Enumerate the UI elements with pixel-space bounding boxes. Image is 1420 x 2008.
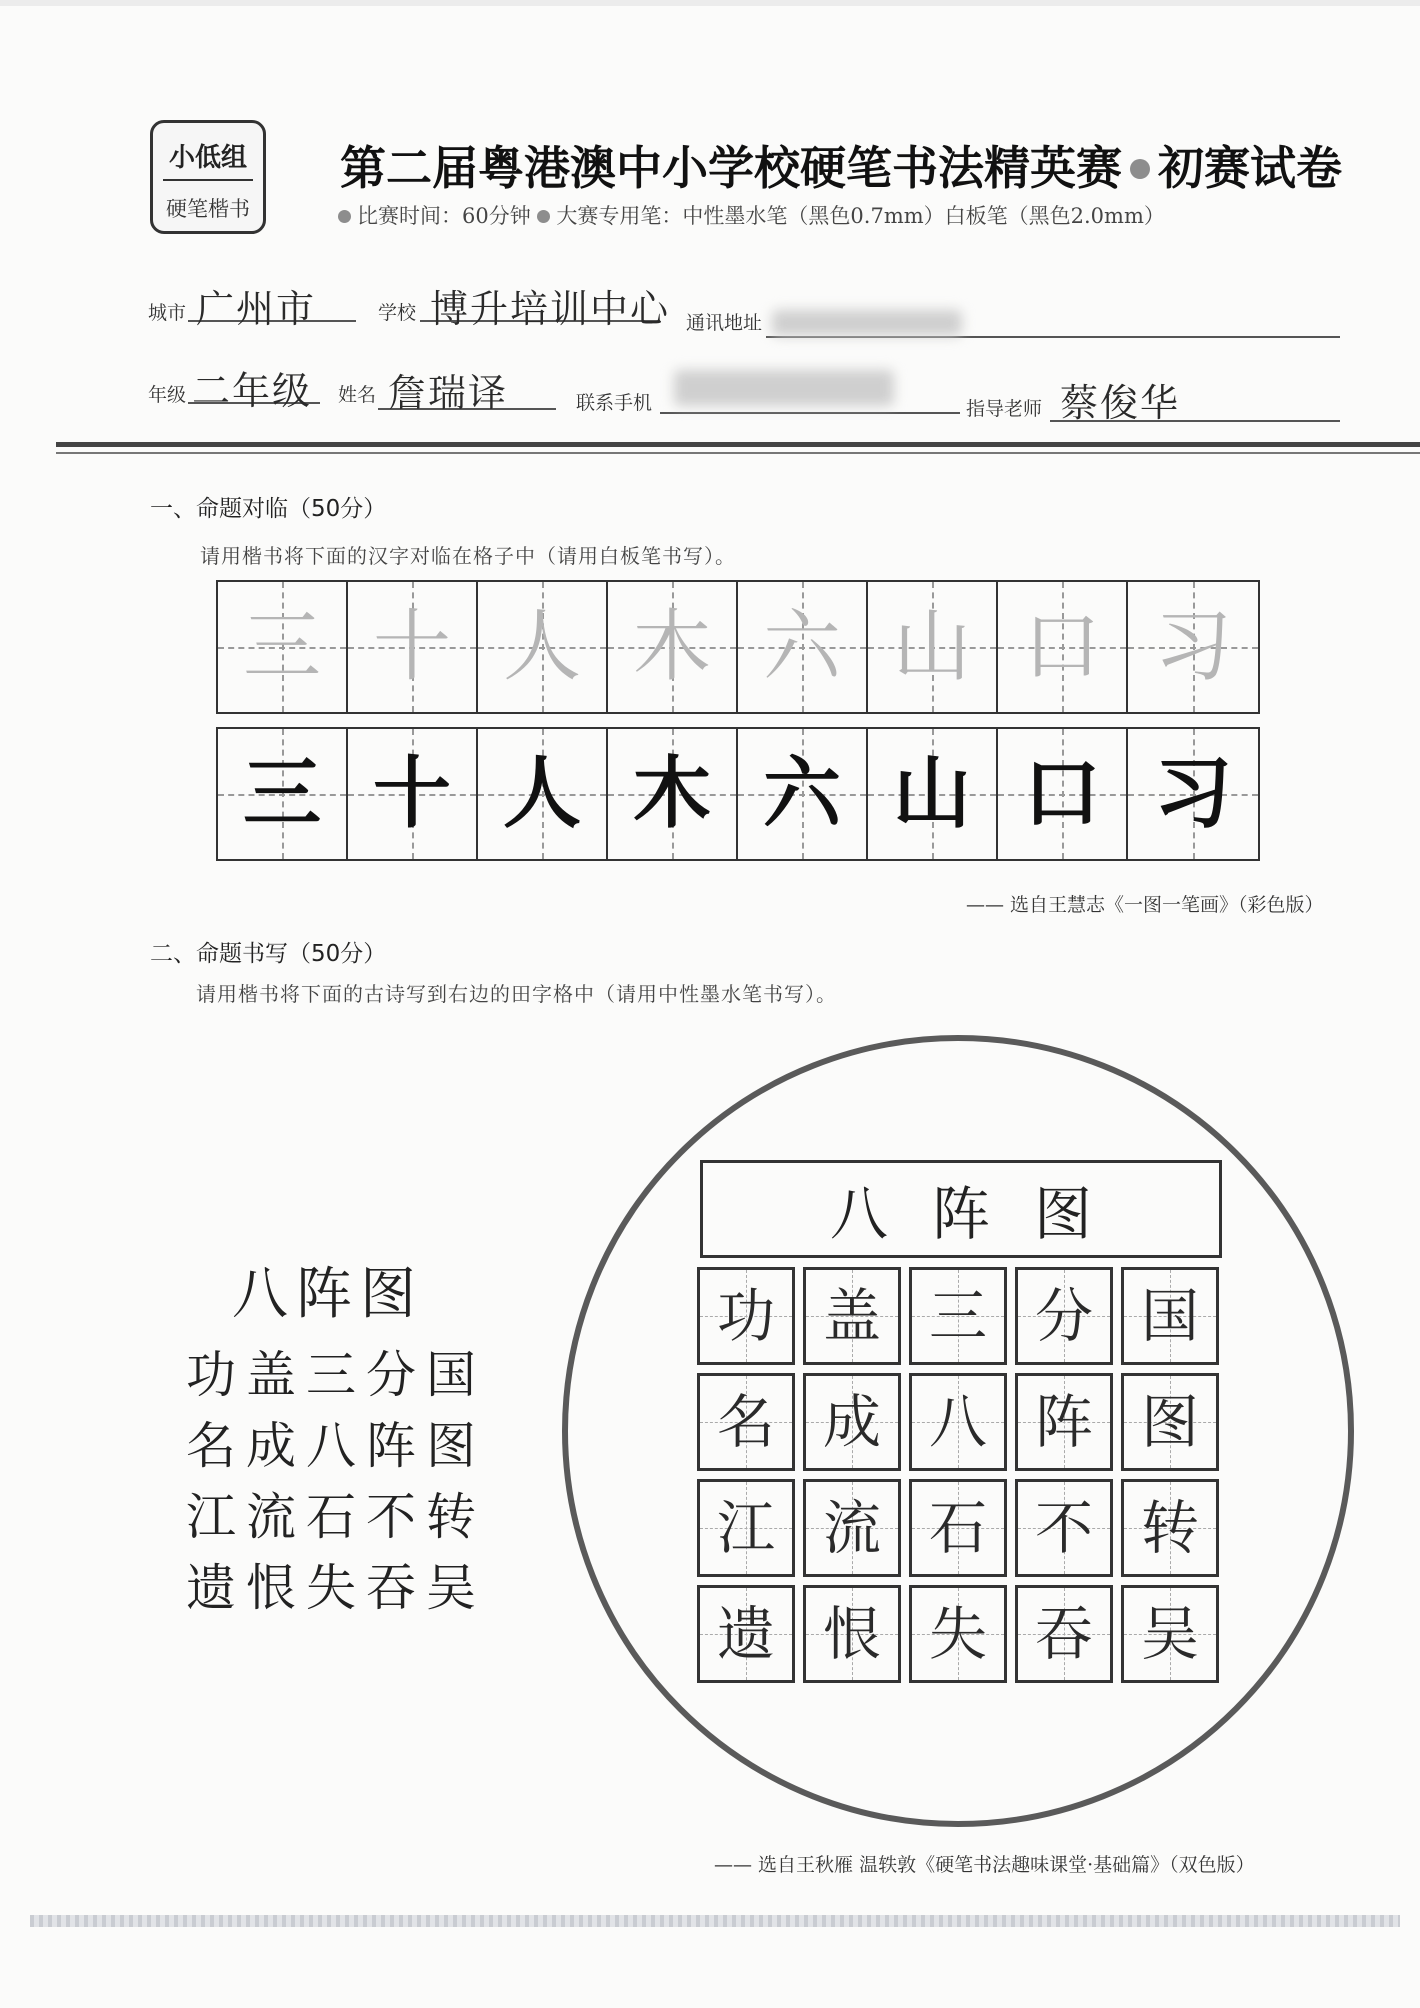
practice-cell: [697, 1479, 795, 1577]
address-underline: [766, 336, 1340, 338]
city-label: 城市: [148, 302, 187, 324]
written-char: 人: [502, 749, 581, 839]
badge-divider: [163, 179, 253, 181]
section1-instruction: 请用楷书将下面的汉字对临在格子中（请用白板笔书写）。: [200, 544, 736, 568]
phone-label: 联系手机: [576, 392, 653, 414]
written-cell: [868, 729, 998, 859]
poem-line: 名成八阵图: [186, 1417, 486, 1475]
practice-cell: [1015, 1373, 1113, 1471]
practice-char: 三: [928, 1282, 987, 1350]
practice-char: 吞: [1034, 1600, 1093, 1668]
header-divider: [56, 442, 1420, 447]
practice-grid: [697, 1267, 1219, 1683]
model-cell: [218, 582, 348, 712]
poem-line: 遗恨失吞吴: [186, 1559, 486, 1617]
bottom-decorative-band: [30, 1915, 1400, 1927]
badge-style-label: 硬笔楷书: [166, 197, 250, 221]
practice-cell: [1121, 1479, 1219, 1577]
section1-credit: —— 选自王慧志《一图一笔画》（彩色版）: [966, 894, 1324, 916]
name-label: 姓名: [338, 384, 377, 406]
model-cell: [348, 582, 478, 712]
teacher-value: 蔡俊华: [1060, 381, 1181, 425]
practice-cell: [909, 1479, 1007, 1577]
practice-cell: [803, 1479, 901, 1577]
model-char: 口: [1022, 602, 1101, 692]
practice-char: 恨: [822, 1600, 881, 1668]
school-label: 学校: [378, 302, 417, 324]
practice-char: 阵: [1034, 1388, 1093, 1456]
bullet-dot-icon: [537, 210, 550, 223]
subtitle-pen: 大赛专用笔：中性墨水笔（黑色0.7mm）白板笔（黑色2.0mm）: [556, 204, 1165, 228]
practice-char: 石: [928, 1494, 987, 1562]
model-char: 木: [632, 602, 711, 692]
address-label: 通讯地址: [686, 312, 763, 334]
practice-cell: [803, 1585, 901, 1683]
exam-subtitle: [338, 200, 1165, 230]
model-cell: [608, 582, 738, 712]
teacher-label: 指导老师: [966, 398, 1043, 420]
written-cell: [478, 729, 608, 859]
exam-title-suffix: 初赛试卷: [1158, 141, 1342, 195]
written-char: 六: [762, 749, 841, 839]
written-char: 三: [242, 749, 321, 839]
practice-char: 盖: [822, 1282, 881, 1350]
poem-title: 八阵图: [232, 1262, 424, 1327]
practice-char: 成: [822, 1388, 881, 1456]
exam-title: [340, 132, 1342, 198]
written-char: 口: [1022, 749, 1101, 839]
section1-title: 一、命题对临（50分）: [150, 496, 387, 522]
practice-cell: [1121, 1585, 1219, 1683]
poem-line: 功盖三分国: [186, 1346, 486, 1404]
practice-cell: [1015, 1479, 1113, 1577]
model-char: 山: [892, 602, 971, 692]
model-cell: [1128, 582, 1258, 712]
badge-group-label: 小低组: [168, 143, 247, 173]
address-redacted: [772, 310, 962, 336]
model-char: 十: [372, 602, 451, 692]
written-character-row: [216, 727, 1260, 861]
name-value: 詹瑞译: [388, 371, 509, 415]
practice-char: 不: [1034, 1494, 1093, 1562]
written-cell: [738, 729, 868, 859]
practice-cell: [1121, 1267, 1219, 1365]
header-divider-thin: [56, 452, 1420, 454]
group-badge: [150, 120, 266, 234]
practice-cell: [1015, 1267, 1113, 1365]
practice-cell: [1121, 1373, 1219, 1471]
city-value: 广州市: [196, 287, 317, 331]
practice-title: 八阵图: [829, 1180, 1136, 1248]
practice-char: 名: [716, 1388, 775, 1456]
practice-char: 八: [928, 1388, 987, 1456]
practice-char: 流: [822, 1494, 881, 1562]
practice-char: 图: [1140, 1388, 1199, 1456]
section2-instruction: 请用楷书将下面的古诗写到右边的田字格中（请用中性墨水笔书写）。: [196, 982, 837, 1006]
model-cell: [478, 582, 608, 712]
written-cell: [1128, 729, 1258, 859]
exam-title-main: 第二届粤港澳中小学校硬笔书法精英赛: [340, 141, 1122, 195]
poem-line: 江流石不转: [186, 1488, 486, 1546]
phone-redacted: [674, 370, 894, 406]
written-cell: [348, 729, 478, 859]
written-char: 十: [372, 749, 451, 839]
model-cell: [998, 582, 1128, 712]
bullet-dot-icon: [1130, 159, 1150, 179]
model-cell: [738, 582, 868, 712]
practice-char: 失: [928, 1600, 987, 1668]
bullet-dot-icon: [338, 210, 351, 223]
model-char: 三: [242, 602, 321, 692]
written-char: 山: [892, 749, 971, 839]
practice-char: 分: [1034, 1282, 1093, 1350]
practice-cell: [909, 1585, 1007, 1683]
practice-char: 吴: [1140, 1600, 1199, 1668]
practice-cell: [803, 1267, 901, 1365]
practice-cell: [909, 1267, 1007, 1365]
phone-underline: [660, 412, 960, 414]
subtitle-time: 比赛时间：60分钟: [357, 204, 531, 228]
model-char: 人: [502, 602, 581, 692]
section2-credit: —— 选自王秋雁 温轶敦《硬笔书法趣味课堂·基础篇》（双色版）: [714, 1854, 1255, 1876]
practice-cell: [909, 1373, 1007, 1471]
practice-char: 江: [716, 1494, 775, 1562]
grade-label: 年级: [148, 384, 187, 406]
written-cell: [218, 729, 348, 859]
written-cell: [998, 729, 1128, 859]
model-char: 六: [762, 602, 841, 692]
school-value: 博升培训中心: [430, 287, 671, 331]
practice-char: 遗: [716, 1600, 775, 1668]
model-cell: [868, 582, 998, 712]
written-char: 习: [1153, 749, 1232, 839]
practice-char: 功: [716, 1282, 775, 1350]
model-char: 习: [1153, 602, 1232, 692]
practice-cell: [697, 1585, 795, 1683]
practice-cell: [697, 1373, 795, 1471]
grade-value: 二年级: [192, 369, 313, 413]
written-char: 木: [632, 749, 711, 839]
practice-char: 转: [1140, 1494, 1199, 1562]
practice-title-box: [700, 1160, 1222, 1258]
section2-title: 二、命题书写（50分）: [150, 941, 387, 967]
scan-edge: [0, 0, 1420, 6]
model-character-row: [216, 580, 1260, 714]
practice-cell: [1015, 1585, 1113, 1683]
practice-cell: [697, 1267, 795, 1365]
practice-char: 国: [1140, 1282, 1199, 1350]
written-cell: [608, 729, 738, 859]
practice-cell: [803, 1373, 901, 1471]
